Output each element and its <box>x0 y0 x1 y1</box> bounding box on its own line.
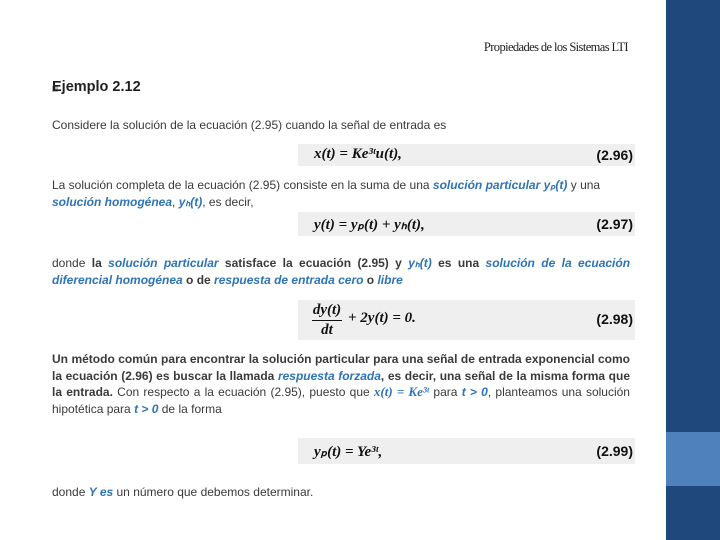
text-span: un número que debemos determinar. <box>113 485 314 499</box>
text-span: , es decir, <box>202 194 254 209</box>
text-span: y una <box>567 178 601 192</box>
paragraph-5 <box>52 484 630 501</box>
text-span: Con respecto a la ecuación (2.95), puesto que <box>112 385 374 399</box>
slide-header: Propiedades de los Sistemas LTI <box>483 40 628 54</box>
term-Y: Y es <box>88 485 114 499</box>
text-span: Un método común para encontrar la solución particular para una señal de entrada exponencial como la ecuación (2.96) es buscar la llamada <box>52 352 630 383</box>
equation-number: (2.98) <box>596 311 633 327</box>
equation-expr: x(t) = Ke³ᵗu(t), <box>314 146 402 162</box>
term-particular-solution: solución particular <box>108 256 219 270</box>
equation-number: (2.96) <box>596 147 633 163</box>
equation-2-97 <box>298 212 635 236</box>
equation-number: (2.99) <box>596 443 633 459</box>
text-span: o de <box>182 272 215 287</box>
inline-condition: t > 0 <box>461 385 488 399</box>
paragraph-1: Considere la solución de la ecuación (2.95) cuando la señal de entrada es <box>52 118 447 132</box>
equation-2-98 <box>298 300 635 340</box>
inline-equation: x(t) = Ke³ᵗ <box>373 384 430 399</box>
text-span: , es decir, una señal de la misma forma que la entrada. <box>52 368 631 399</box>
sidebar-accent-block <box>666 432 720 486</box>
fraction-denominator: dt <box>321 322 333 338</box>
text-span: donde <box>52 256 92 270</box>
paragraph-2 <box>52 177 630 210</box>
term-zero-input-response: respuesta de entrada cero <box>214 272 364 287</box>
equation-expr: yₚ(t) = Ye³ᵗ, <box>314 444 383 460</box>
paragraph-3 <box>52 255 630 288</box>
text-span: de la forma <box>158 401 222 416</box>
term-free: libre <box>377 272 403 287</box>
text-span: La solución completa de la ecuación (2.95) consiste en la suma de una <box>52 178 433 192</box>
derivative-fraction <box>312 302 342 339</box>
term-yh: yₕ(t) <box>408 256 432 270</box>
text-span: donde <box>52 485 89 499</box>
term-forced-response: respuesta forzada <box>277 368 381 383</box>
text-span: para <box>429 385 462 399</box>
equation-2-96 <box>298 144 635 166</box>
text-span: , <box>172 194 179 209</box>
equation-number: (2.97) <box>596 216 633 232</box>
equation-2-99 <box>298 438 635 464</box>
inline-condition: t > 0 <box>134 401 159 416</box>
paragraph-4 <box>52 351 630 417</box>
right-sidebar-band <box>666 0 720 540</box>
term-yh: yₕ(t) <box>178 194 203 209</box>
text-span: satisface la ecuación (2.95) y <box>218 256 409 270</box>
equation-expr: y(t) = yₚ(t) + yₕ(t), <box>314 217 425 233</box>
example-title: Ejemplo 2.12 <box>52 79 141 95</box>
term-particular-solution: solución particular yₚ(t) <box>432 178 568 192</box>
equation-expr: + 2y(t) = 0. <box>348 310 416 326</box>
text-span: o <box>363 272 378 287</box>
term-homogeneous-equation: solución de la ecuación diferencial homogénea <box>52 256 631 287</box>
text-span: es una <box>431 256 486 270</box>
term-homogeneous-solution: solución homogénea <box>52 194 173 209</box>
text-span: , planteamos una solución hipotética para <box>52 385 630 416</box>
fraction-numerator: dy(t) <box>312 302 342 321</box>
text-span: la <box>91 256 109 270</box>
